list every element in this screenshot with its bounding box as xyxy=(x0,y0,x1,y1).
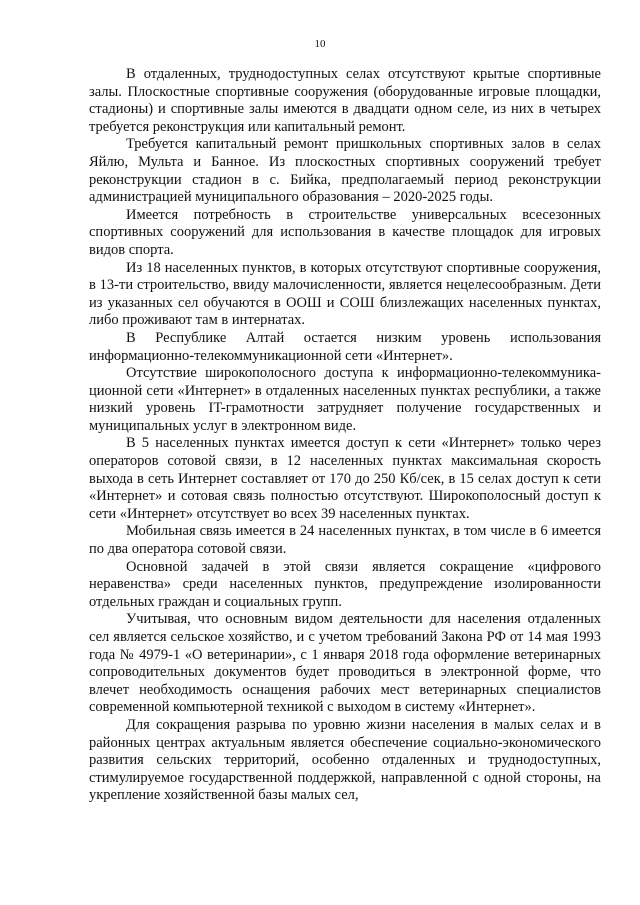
paragraph-6: Отсутствие широкополосного доступа к информационно-телекоммуника-ционной сети «Интернет» в отдаленных населенных пунктах республики, а также низкий уровень IT-грамотности затрудняет получение государственных и муниципальных услуг в электронном виде. xyxy=(89,365,601,434)
paragraph-1: В отдаленных, труднодоступных селах отсутствуют крытые спортивные залы. Плоскостные спортивные сооружения (оборудованные игровые площадки, стадионы) и спортивные залы имеются в двадцати одном селе, из них в четырех требуется реконструкция или капитальный ремонт. xyxy=(89,66,601,135)
paragraph-8: Мобильная связь имеется в 24 населенных пунктах, в том числе в 6 имеется по два оператора сотовой связи. xyxy=(89,523,601,558)
paragraph-10: Учитывая, что основным видом деятельности для населения отдаленных сел является сельское хозяйство, и с учетом требований Закона РФ от 14 мая 1993 года № 4979-1 «О ветеринарии», с 1 января 2018 года оформление ветеринарных сопроводительных документов будет проводиться в электронной форме, что влечет необходимость оснащения рабочих мест ветеринарных специалистов современной компьютерной техникой с выходом в систему «Интернет». xyxy=(89,611,601,716)
page-number: 10 xyxy=(314,38,326,50)
paragraph-2: Требуется капитальный ремонт пришкольных спортивных залов в селах Яйлю, Мульта и Банное. Из плоскостных спортивных сооружений требует реконструкции стадион в с. Бийка, предполагаемый период реконструкции администрацией муниципального образования – 2020-2025 годы. xyxy=(89,136,601,206)
paragraph-4: Из 18 населенных пунктов, в которых отсутствуют спортивные сооружения, в 13-ти строительство, ввиду малочисленности, является нецелесообразным. Дети из указанных сел обучаются в ООШ и СОШ близлежащих населенных пунктах, либо проживают там в интернатах. xyxy=(89,259,601,329)
paragraph-9: Основной задачей в этой связи является сокращение «цифрового неравенства» среди населенных пунктов, предупреждение изолированности отдельных граждан и социальных групп. xyxy=(89,558,601,610)
document-body xyxy=(89,66,601,805)
paragraph-7: В 5 населенных пунктах имеется доступ к сети «Интернет» только через операторов сотовой связи, в 12 населенных пунктах максимальная скорость выхода в сеть Интернет составляет от 170 до 250 Кб/сек, в 15 селах доступ к сети «Интернет» и сотовая связь полностью отсутствуют. Широкополосный доступ к сети «Интернет» отсутствует во всех 39 населенных пунктах. xyxy=(89,435,601,522)
paragraph-3: Имеется потребность в строительстве универсальных всесезонных спортивных сооружений для использования в качестве площадок для игровых видов спорта. xyxy=(89,206,601,258)
paragraph-11: Для сокращения разрыва по уровню жизни населения в малых селах и в районных центрах актуальным является обеспечение социально-экономического развития сельских территорий, особенно отдаленных и труднодоступных, стимулируемое государственной поддержкой, направленной с одной стороны, на укрепление хозяйственной базы малых сел, xyxy=(89,716,601,804)
paragraph-5: В Республике Алтай остается низким уровень использования информационно-телекоммуникационной сети «Интернет». xyxy=(89,329,601,364)
